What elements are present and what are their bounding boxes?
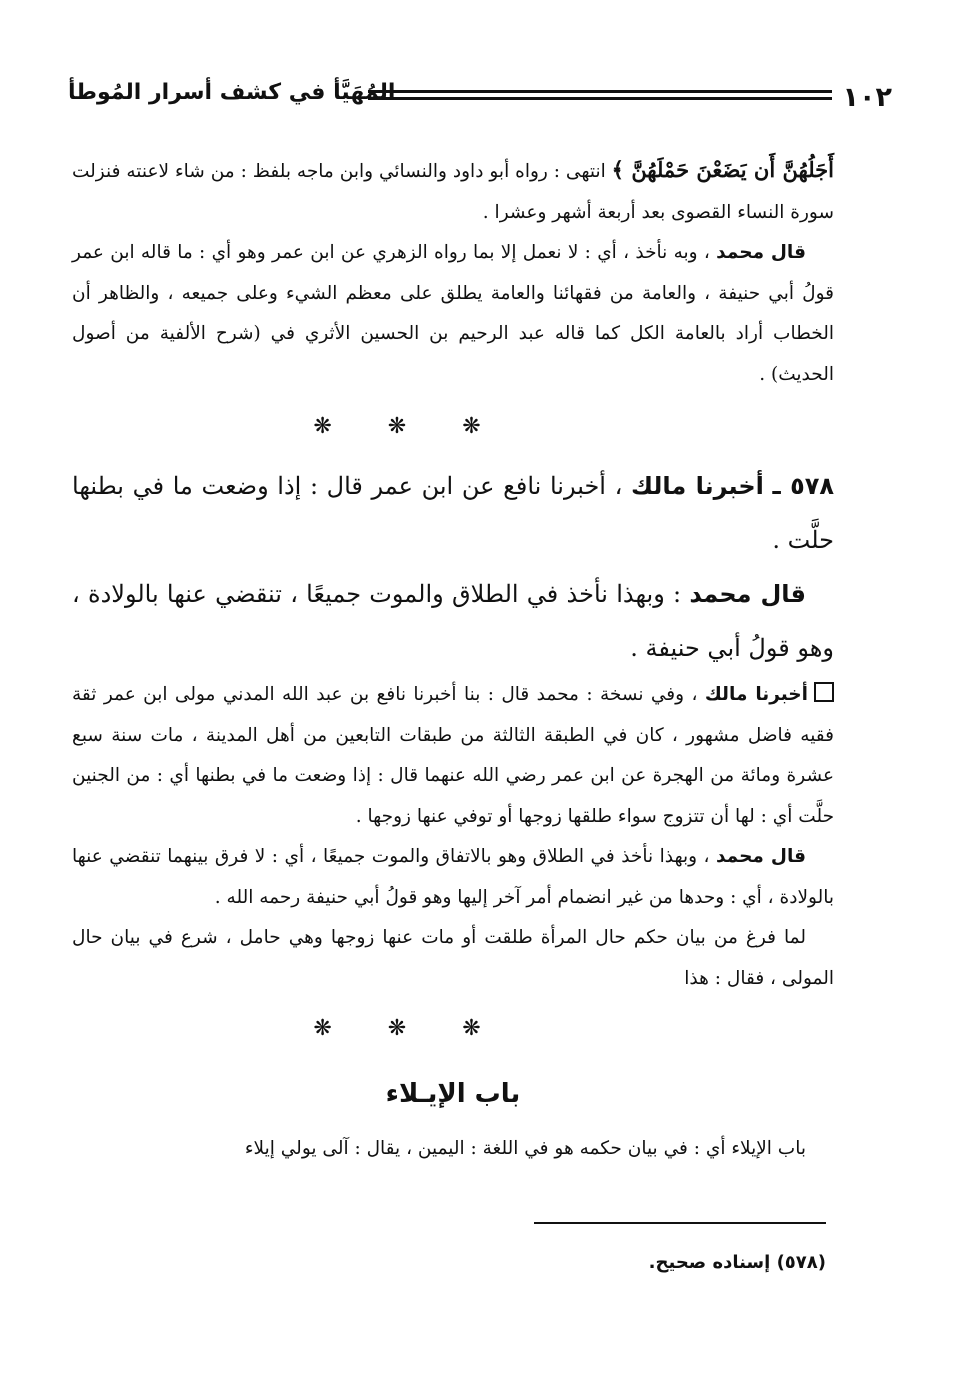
hadith-body: ، أخبرنا نافع عن ابن عمر قال : إذا وضعت ما في بطنها حلَّت . — [72, 472, 834, 554]
quran-fragment: أَجَلُهُنَّ أَن يَضَعْنَ حَمْلَهُنَّ ﴾ — [611, 157, 834, 182]
hadith-number: ٥٧٨ ـ — [772, 472, 835, 500]
paragraph-text: انتهى : رواه أبو داود والنسائي وابن ماجه بلفظ : من شاء لاعنته فنزلت سورة النساء القصوى بعد أربعة أشهر وعشرا . — [72, 161, 834, 223]
section-separator — [72, 395, 834, 459]
star-ornament: ❋ — [462, 414, 537, 439]
star-ornament: ❋ — [313, 1016, 388, 1041]
speaker-label: قال محمد — [689, 580, 807, 608]
star-ornament: ❋ — [387, 1016, 463, 1041]
page-body — [72, 150, 834, 1170]
commentary-text: ، وبهذا نأخذ في الطلاق وهو بالاتفاق والموت جميعًا ، أي : لا فرق بينهما تنقضي عنها بالولادة ، أي : وحدها من غير انضمام أمر آخر إليها وهو قولُ أبي حنيفة رحمه الله . — [72, 846, 834, 908]
footnote-divider — [534, 1222, 826, 1224]
page-number: ١٠٢ — [842, 82, 892, 113]
commentary-statement — [72, 837, 834, 918]
narrator-label: أخبرنا مالك — [630, 472, 764, 500]
speaker-label: قال محمد — [716, 242, 806, 263]
page-header — [68, 78, 892, 118]
hadith-text — [72, 459, 834, 567]
paragraph-commentary — [72, 233, 834, 395]
star-ornament: ❋ — [387, 414, 463, 439]
commentary-text: ، وفي نسخة : محمد قال : بنا أخبرنا نافع بن عبد الله المدني مولى ابن عمر ثقة فقيه فاضل مشهور ، كان في الطبقة الثالثة من طبقات التابعين من أهل المدينة ، مات سنة سبع عشرة ومائة من الهجرة عن ابن عمر رضي الله عنهما قال : إذا وضعت ما في بطنها أي : من الجنين حلَّت أي : لها أن تتزوج سواء طلقها زوجها أو توفي عنها زوجها . — [72, 684, 834, 827]
paragraph-text: ، وبه نأخذ ، أي : لا نعمل إلا بما رواه الزهري عن ابن عمر وهو أي : ما قاله ابن عمر قولُ أبي حنيفة ، والعامة من فقهائنا والعامة يطلق على معظم الشيء وعلى جميعه ، والظاهر أن الخطاب أراد بالعامة الكل كما قاله عبد الرحيم بن الحسين الأثري في (شرح الألفية من أصول الحديث) . — [72, 242, 834, 385]
narrator-label: أخبرنا مالك — [704, 684, 808, 705]
chapter-intro: باب الإيلاء أي : في بيان حكمه هو في اللغة : اليمين ، يقال : آلى يولي إيلاء — [244, 1138, 806, 1159]
commentary-narration — [72, 675, 834, 837]
header-rule — [368, 90, 832, 106]
section-separator — [72, 999, 834, 1059]
transition-paragraph: لما فرغ من بيان حكم حال المرأة طلقت أو مات عنها زوجها وهي حامل ، شرع في بيان حال المولى ، فقال : هذا — [72, 927, 834, 989]
speaker-label: قال محمد — [715, 846, 807, 867]
footnote: (٥٧٨) إسناده صحيح. — [648, 1252, 826, 1273]
author-statement — [72, 567, 834, 675]
chapter-title: باب الإيـلاء — [385, 1079, 521, 1109]
star-ornament: ❋ — [462, 1016, 537, 1041]
book-title: المُهَيَّأ في كشف أسرار المُوطأ — [68, 80, 396, 105]
star-ornament: ❋ — [313, 414, 388, 439]
square-marker-icon — [814, 682, 834, 702]
paragraph-quran-citation — [72, 150, 834, 233]
statement-body: : وبهذا نأخذ في الطلاق والموت جميعًا ، تنقضي عنها بالولادة ، وهو قولُ أبي حنيفة . — [72, 580, 834, 662]
